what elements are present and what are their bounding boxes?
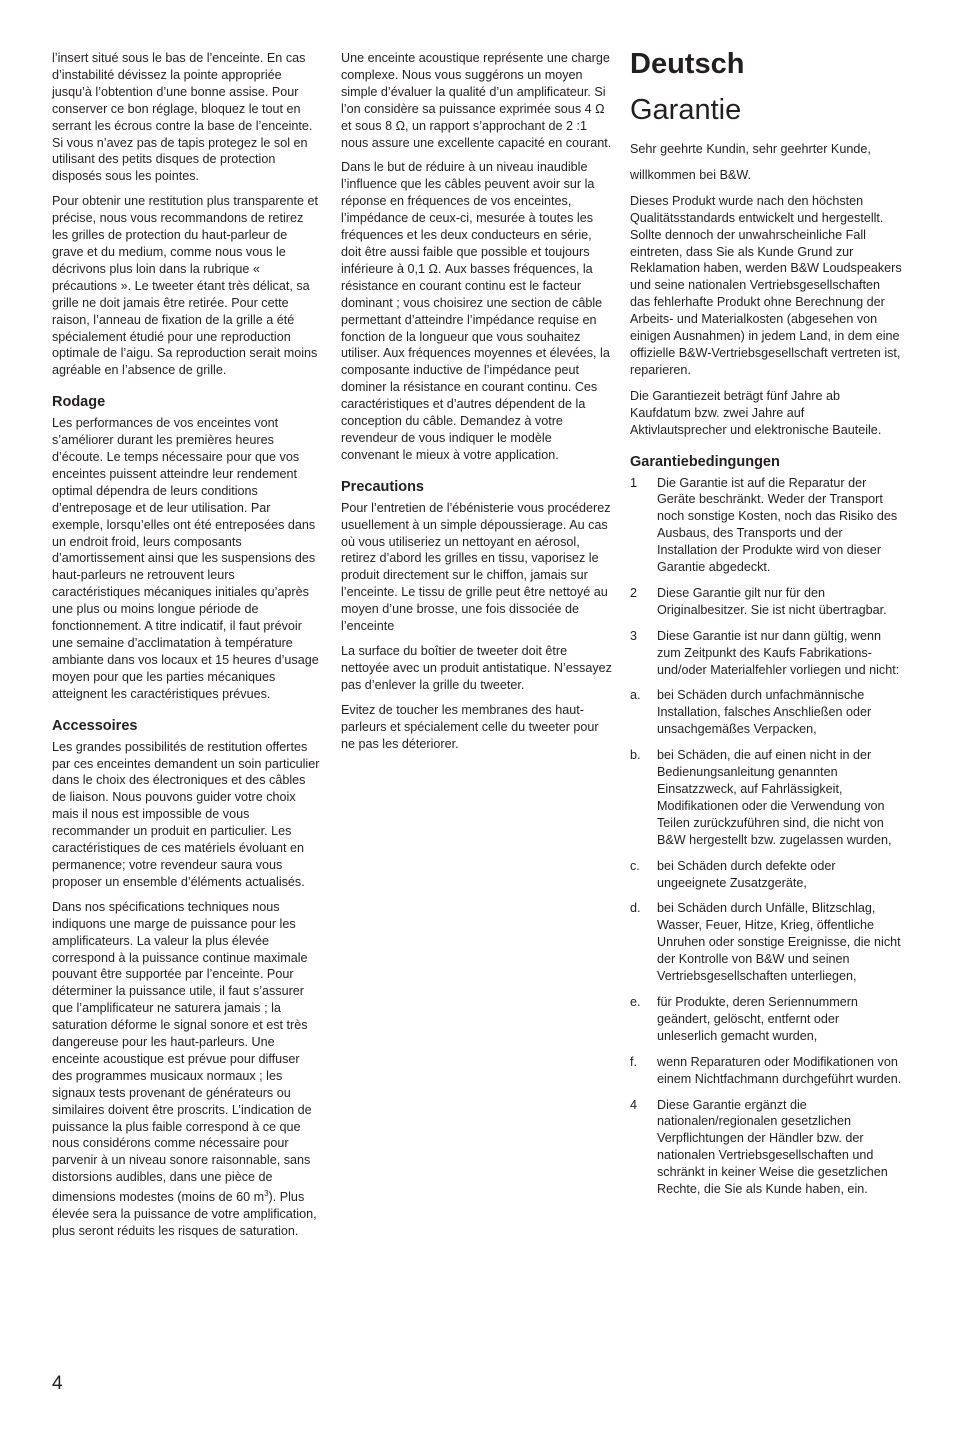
list-item: [630, 900, 902, 985]
column-left: [52, 50, 322, 1248]
paragraph-text: Dans nos spécifications techniques nous indiquons une marge de puissance pour les amplificateurs. La valeur la plus élevée correspond à la puissance continue maximale pouvant être supportée par l’enceinte. Pour déterminer la puissance utile, il faut s’assurer que l’amplificateur ne saturera jamais ; la saturation déforme le signal sonore et est très dangereuse pour les haut-parleurs. Une enceinte acoustique est prévue pour diffuser des programmes musicaux normaux ; les signaux tests provenant de générateurs ou similaires doivent être proscrits. L’indication de puissance la plus faible correspond à ce que nous considérons comme nécessaire pour parvenir à un niveau sonore raisonnable, sans distorsions audibles, dans une pièce de dimensions modestes (moins de 60 m: [52, 899, 312, 1205]
section-heading-accessoires: Accessoires: [52, 717, 138, 734]
list-item: [630, 475, 902, 576]
paragraph: Pour l’entretien de l’ébénisterie vous procéderez usuellement à un simple dépoussierage. Au cas où vous utiliseriez un nettoyant en aérosol, retirez d’abord les grilles en tissu, vaporisez le produit directement sur le chiffon, jamais sur l’enceinte. Le tissu de grille peut être nettoyé au moyen d’une brosse, une fois dissociée de l’enceinte: [341, 500, 611, 634]
language-heading: Deutsch: [630, 48, 745, 80]
list-marker: d.: [630, 901, 641, 916]
paragraph: l’insert situé sous le bas de l’enceinte. En cas d’instabilité dévissez la pointe appropriée jusqu’à l’obtention d’une bonne assise. Pour conserver ce bon réglage, bloquez le tout en serrant les écrous contre la base de l’enceinte. Si vous n’avez pas de tapis protegez le sol en utilisant des petits disques de protection disposés sous les pointes.: [52, 51, 313, 184]
list-text: Diese Garantie ergänzt die nationalen/regionalen gesetzlichen Verpflichtungen der Händler bzw. der nationalen Vertriebsgesellschaften und schränkt in keiner Weise die gesetzlichen Rechte, die Sie als Kunde haben, ein.: [657, 1097, 888, 1197]
list-text: Die Garantie ist auf die Reparatur der Geräte beschränkt. Weder der Transport noch sonstige Kosten, noch das Risiko des Ausbaus, des Transports und der Installation der Produkte wird von dieser Garantie abgedeckt.: [657, 475, 898, 575]
list-text: bei Schäden durch Unfälle, Blitzschlag, Wasser, Feuer, Hitze, Krieg, öffentliche Unruhen oder sonstige Ereignisse, die nicht der Kontrolle von B&W und seinen Vertriebsgesellschaften unterliegen,: [657, 901, 901, 984]
list-text: bei Schäden, die auf einen nicht in der Bedienungsanleitung genannten Einsatzzweck, auf Fahrlässigkeit, Modifikationen oder die Verwendung von Teilen zurückzuführen sind, die nicht von B&W hergestellt bzw. zugelassen wurden,: [657, 748, 892, 847]
list-marker: 1: [630, 475, 638, 490]
column-middle: [341, 50, 613, 760]
list-text: Diese Garantie ist nur dann gültig, wenn zum Zeitpunkt des Kaufs Fabrikations- und/oder Materialfehler vorliegen und nicht:: [657, 628, 900, 677]
paragraph: La surface du boîtier de tweeter doit être nettoyée avec un produit antistatique. N’essayez pas d’enlever la grille du tweeter.: [341, 644, 612, 692]
list-text: wenn Reparaturen oder Modifikationen von einem Nichtfachmann durchgeführt wurden.: [657, 1054, 902, 1086]
paragraph: Sehr geehrte Kundin, sehr geehrter Kunde,: [630, 142, 871, 156]
paragraph: Dieses Produkt wurde nach den höchsten Qualitätsstandards entwickelt und hergestellt. Sollte dennoch der unwahrscheinliche Fall eintreten, dass Sie als Kunde Grund zur Reklamation haben, werden B&W Loudspeakers und seine nationalen Vertriebsgesellschaften das fehlerhafte Produkt ohne Berechnung der Arbeits- und Materialkosten (abgesehen von einigen Ausnahmen) in jedem Land, in dem eine offizielle B&W-Vertriebsgesellschaft vertreten ist, reparieren.: [630, 193, 902, 377]
list-marker: 2: [630, 585, 638, 600]
list-marker: 3: [630, 628, 638, 643]
paragraph: Les performances de vos enceintes vont s’améliorer durant les premières heures d’écoute. Le temps nécessaire pour que vos enceintes puissent atteindre leur rendement optimal dépendra de leurs conditions d’entreposage et de leur utilisation. Par exemple, lorsqu’elles ont été entreposées dans un endroit froid, leurs composants d’amortissement ainsi que les suspensions des haut-parleurs ne retrouvent leurs caractéristiques mécaniques initiales qu’après une plus ou moins longue période de fonctionnement. A titre indicatif, il faut prévoir une semaine d’acclimatation à température ambiante dans vos locaux et 15 heures d’usage moyen pour que les parties mécaniques atteignent les caractéristiques prévues.: [52, 416, 319, 701]
paragraph: Die Garantiezeit beträgt fünf Jahre ab Kaufdatum bzw. zwei Jahre auf Aktivlautsprecher und elektronische Bauteile.: [630, 388, 882, 437]
list-text: bei Schäden durch defekte oder ungeeignete Zusatzgeräte,: [657, 858, 836, 890]
paragraph: willkommen bei B&W.: [630, 167, 752, 182]
list-item: [630, 994, 902, 1045]
page-number: 4: [52, 1373, 63, 1394]
list-marker: 4: [630, 1097, 638, 1112]
list-marker: e.: [630, 994, 641, 1009]
list-item: [630, 858, 902, 892]
section-heading-precautions: Precautions: [341, 478, 424, 495]
list-item: [630, 1054, 902, 1088]
section-heading-garantiebedingungen: Garantiebedingungen: [630, 453, 780, 470]
list-item: [630, 628, 902, 679]
list-marker: c.: [630, 858, 640, 873]
paragraph-text: ). Plus élevée sera la puissance de votre amplification, plus seront réduits les risques de saturation.: [52, 1190, 317, 1239]
paragraph: Dans le but de réduire à un niveau inaudible l’influence que les câbles peuvent avoir sur la réponse en fréquences de vos enceintes, l’impédance de ceux-ci, mesurée à toutes les fréquences et les deux conducteurs en série, doit être aussi faible que possible et toujours inférieure à 0,1 Ω. Aux basses fréquences, la résistance en courant continu est le facteur dominant ; vous choisirez une section de câble permettant d’atteindre l’impédance requise en fonction de la longueur que vous souhaitez utiliser. Aux fréquences moyennes et élevées, la composante inductive de l’impédance peut dominer la résistance en courant continu. Ces caractéristiques et d’autres dépendent de la conception du câble. Demandez à votre revendeur de vous indiquer le modèle convenant le mieux à votre application.: [341, 160, 610, 462]
conditions-list: [630, 475, 902, 1198]
list-marker: f.: [630, 1054, 637, 1069]
list-item: [630, 687, 902, 738]
superscript: 3: [264, 1189, 269, 1199]
column-right: [630, 47, 902, 1207]
paragraph: Evitez de toucher les membranes des haut-parleurs et spécialement celle du tweeter pour ne pas les déteriorer.: [341, 702, 599, 751]
list-text: für Produkte, deren Seriennummern geändert, gelöscht, entfernt oder unleserlich gemacht wurden,: [657, 994, 858, 1043]
list-text: Diese Garantie gilt nur für den Originalbesitzer. Sie ist nicht übertragbar.: [657, 585, 887, 617]
list-marker: b.: [630, 748, 641, 763]
list-marker: a.: [630, 688, 641, 703]
page-title: Garantie: [630, 94, 742, 126]
list-item: [630, 747, 902, 848]
section-heading-rodage: Rodage: [52, 394, 106, 411]
list-item: [630, 585, 902, 619]
paragraph: Une enceinte acoustique représente une charge complexe. Nous vous suggérons un moyen simple d’évaluer la qualité d’un amplificateur. Si l’on considère sa puissance exprimée sous 4 Ω et sous 8 Ω, un rapport s’approchant de 2 :1 nous assure une excellente capacité en courant.: [341, 51, 612, 150]
list-text: bei Schäden durch unfachmännische Installation, falsches Anschließen oder unsachgemäßes Verpacken,: [657, 688, 872, 737]
paragraph: Les grandes possibilités de restitution offertes par ces enceintes demandent un soin particulier dans le choix des électroniques et des câbles de liaison. Nous pouvons guider votre choix mais il nous est impossible de vous recommander un produit en particulier. Les caractéristiques de ces matériels évoluant en permanence; votre revendeur saura vous proposer un ensemble d’éléments actualisés.: [52, 739, 320, 889]
paragraph: [52, 899, 322, 1240]
paragraph: Pour obtenir une restitution plus transparente et précise, nous vous recommandons de retirez les grilles de protection du haut-parleur de grave et du medium, comme nous vous le décrivons plus loin dans la rubrique « précautions ». Le tweeter étant très délicat, sa grille ne doit jamais être retirée. Pour cette raison, l’anneau de fixation de la grille a été spécialement étudié pour une reproduction optimale de l’aigu. Sa reproduction serait moins agréable en l’absence de grille.: [52, 194, 319, 378]
list-item: [630, 1097, 902, 1198]
